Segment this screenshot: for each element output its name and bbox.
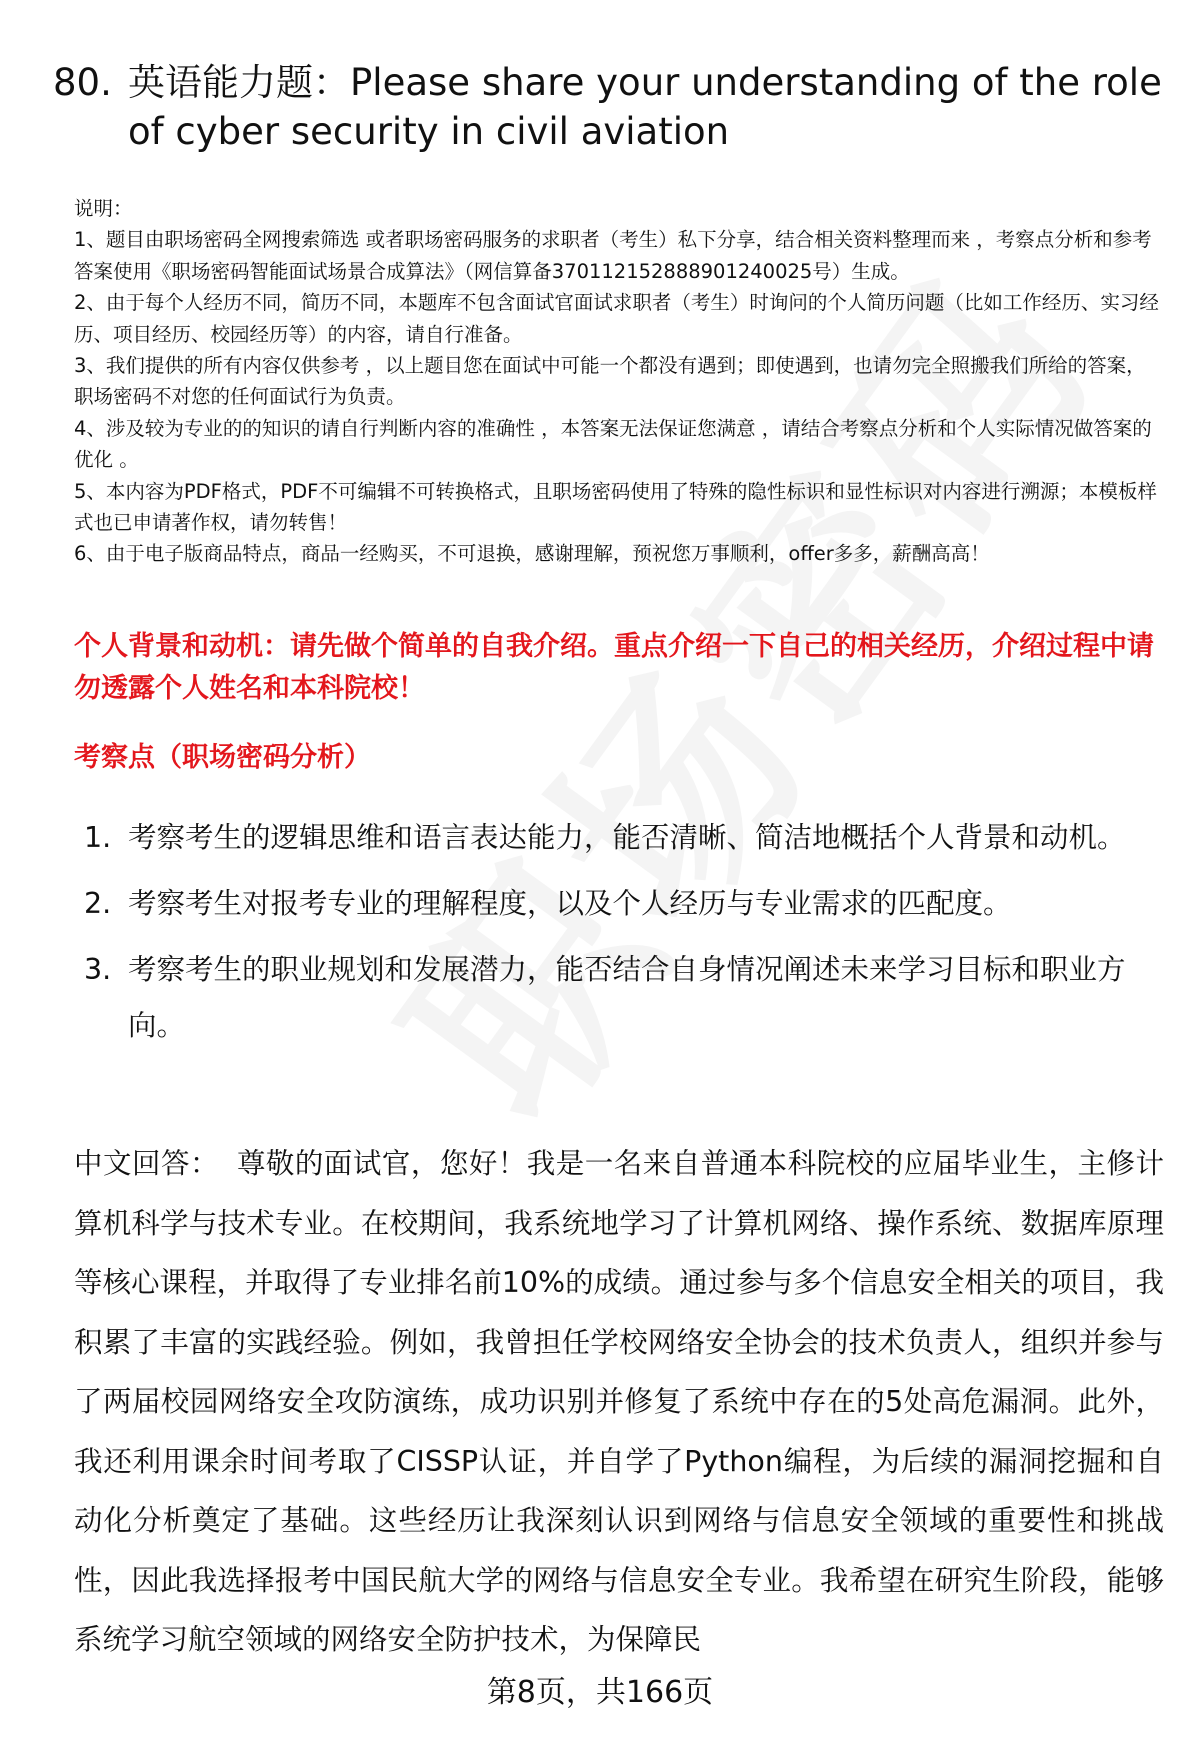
note-item: 2、由于每个人经历不同，简历不同，本题库不包含面试官面试求职者（考生）时询问的个人简历问题（比如工作经历、实习经历、项目经历、校园经历等）的内容，请自行准备。 xyxy=(74,291,1159,346)
question-title xyxy=(53,58,1163,156)
notes-block xyxy=(74,193,1164,570)
background-question: 个人背景和动机：请先做个简单的自我介绍。重点介绍一下自己的相关经历，介绍过程中请勿透露个人姓名和本科院校！ xyxy=(74,631,1154,704)
analysis-points xyxy=(84,810,1164,1064)
note-item: 6、由于电子版商品特点，商品一经购买，不可退换，感谢理解，预祝您万事顺利，offer多多，薪酬高高！ xyxy=(74,542,990,566)
point-text: 考察考生的逻辑思维和语言表达能力，能否清晰、简洁地概括个人背景和动机。 xyxy=(128,821,1126,854)
page-footer: 第8页，共166页 xyxy=(486,1675,714,1710)
note-item: 5、本内容为PDF格式，PDF不可编辑不可转换格式，且职场密码使用了特殊的隐性标识和显性标识对内容进行溯源；本模板样式也已申请著作权，请勿转售！ xyxy=(74,479,1157,535)
note-item: 1、题目由职场密码全网搜索筛选 或者职场密码服务的求职者（考生）私下分享，结合相关资料整理而来 ，考察点分析和参考答案使用《职场密码智能面试场景合成算法》（网信算备370112152888901240025号）生成。 xyxy=(74,228,1152,283)
question-number: 80. xyxy=(53,61,112,104)
point-text: 考察考生的职业规划和发展潜力，能否结合自身情况阐述未来学习目标和职业方向。 xyxy=(128,953,1126,1042)
analysis-point xyxy=(84,942,1164,1054)
notes-heading: 说明： xyxy=(74,197,133,220)
point-text: 考察考生对报考专业的理解程度，以及个人经历与专业需求的匹配度。 xyxy=(128,887,1012,920)
answer-block xyxy=(74,1134,1164,1670)
analysis-point xyxy=(84,876,1164,932)
answer-label: 中文回答： xyxy=(74,1147,219,1180)
analysis-point xyxy=(84,810,1164,866)
point-number: 3. xyxy=(84,953,112,986)
question-text: 英语能力题：Please share your understanding of the role of cyber security in civil aviation xyxy=(128,61,1162,153)
point-number: 2. xyxy=(84,887,112,920)
point-number: 1. xyxy=(84,821,112,854)
note-item: 3、我们提供的所有内容仅供参考 ，以上题目您在面试中可能一个都没有遇到；即使遇到，也请勿完全照搬我们所给的答案，职场密码不对您的任何面试行为负责。 xyxy=(74,354,1146,409)
answer-text: 尊敬的面试官，您好！我是一名来自普通本科院校的应届毕业生，主修计算机科学与技术专业。在校期间，我系统地学习了计算机网络、操作系统、数据库原理等核心课程，并取得了专业排名前10%的成绩。通过参与多个信息安全相关的项目，我积累了丰富的实践经验。例如，我曾担任学校网络安全协会的技术负责人，组织并参与了两届校园网络安全攻防演练，成功识别并修复了系统中存在的5处高危漏洞。此外，我还利用课余时间考取了CISSP认证，并自学了Python编程，为后续的漏洞挖掘和自动化分析奠定了基础。这些经历让我深刻认识到网络与信息安全领域的重要性和挑战性，因此我选择报考中国民航大学的网络与信息安全专业。我希望在研究生阶段，能够系统学习航空领域的网络安全防护技术，为保障民 xyxy=(74,1147,1164,1656)
analysis-heading: 考察点（职场密码分析） xyxy=(74,742,371,773)
note-item: 4、涉及较为专业的的知识的请自行判断内容的准确性 ，本答案无法保证您满意 ，请结合考察点分析和个人实际情况做答案的优化 。 xyxy=(74,416,1152,472)
